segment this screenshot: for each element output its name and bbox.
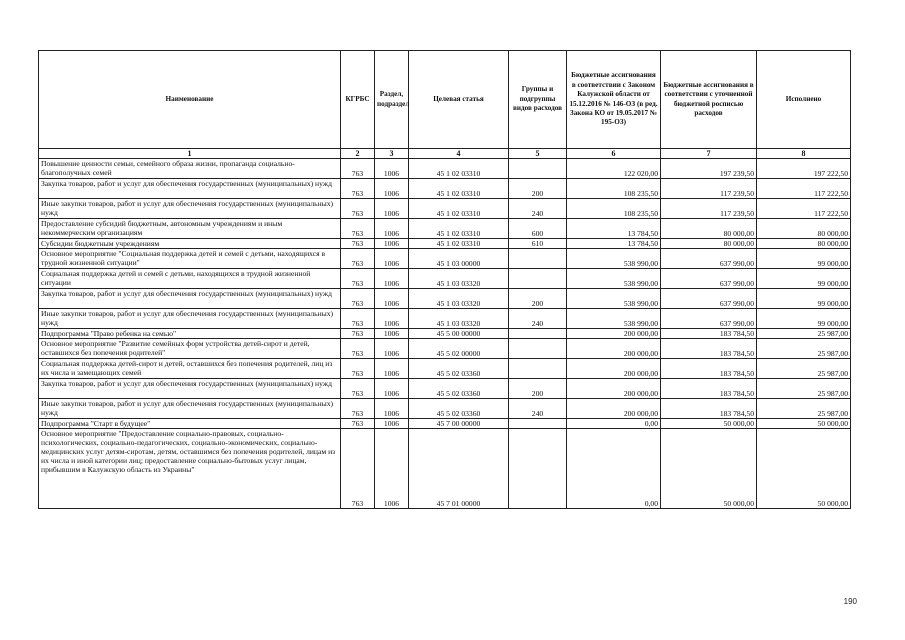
row-law-amount: 538 990,00 [567, 309, 661, 329]
row-kgrbs: 763 [341, 379, 375, 399]
row-refined-amount: 637 990,00 [661, 289, 757, 309]
row-kgrbs: 763 [341, 399, 375, 419]
row-law-amount: 13 784,50 [567, 219, 661, 239]
row-executed-amount: 50 000,00 [757, 429, 851, 509]
row-executed-amount: 99 000,00 [757, 249, 851, 269]
table-row [39, 159, 851, 179]
row-name: Подпрограмма "Старт в будущее" [39, 419, 341, 429]
col-number: 5 [509, 149, 567, 159]
row-law-amount: 200 000,00 [567, 379, 661, 399]
row-section: 1006 [375, 249, 409, 269]
row-name: Иные закупки товаров, работ и услуг для обеспечения государственных (муниципальных) нужд [39, 309, 341, 329]
col-number: 6 [567, 149, 661, 159]
table-row [39, 249, 851, 269]
row-vid [509, 419, 567, 429]
row-name: Предоставление субсидий бюджетным, автономным учреждениям и иным некоммерческим организациям [39, 219, 341, 239]
table-row [39, 379, 851, 399]
table-row [39, 329, 851, 339]
row-vid [509, 159, 567, 179]
col-number: 2 [341, 149, 375, 159]
table-row [39, 429, 851, 509]
row-kgrbs: 763 [341, 329, 375, 339]
row-refined-amount: 183 784,50 [661, 359, 757, 379]
budget-table-sheet [38, 50, 851, 509]
budget-table [38, 50, 851, 509]
row-law-amount: 122 020,00 [567, 159, 661, 179]
row-vid [509, 329, 567, 339]
row-kgrbs: 763 [341, 199, 375, 219]
row-name: Социальная поддержка детей-сирот и детей, оставшихся без попечения родителей, лиц из их числа и замещающих семей [39, 359, 341, 379]
row-section: 1006 [375, 339, 409, 359]
row-name: Закупка товаров, работ и услуг для обеспечения государственных (муниципальных) нужд [39, 179, 341, 199]
row-target: 45 7 00 00000 [409, 419, 509, 429]
row-section: 1006 [375, 199, 409, 219]
row-name: Подпрограмма "Право ребенка на семью" [39, 329, 341, 339]
row-law-amount: 0,00 [567, 419, 661, 429]
row-target: 45 1 02 03310 [409, 179, 509, 199]
row-executed-amount: 25 987,00 [757, 329, 851, 339]
row-law-amount: 200 000,00 [567, 399, 661, 419]
row-vid: 240 [509, 199, 567, 219]
row-target: 45 5 02 00000 [409, 339, 509, 359]
row-section: 1006 [375, 219, 409, 239]
row-vid: 610 [509, 239, 567, 249]
row-section: 1006 [375, 419, 409, 429]
table-row [39, 399, 851, 419]
row-law-amount: 538 990,00 [567, 289, 661, 309]
row-name: Закупка товаров, работ и услуг для обеспечения государственных (муниципальных) нужд [39, 289, 341, 309]
row-law-amount: 538 990,00 [567, 249, 661, 269]
table-row [39, 419, 851, 429]
row-section: 1006 [375, 159, 409, 179]
row-refined-amount: 183 784,50 [661, 379, 757, 399]
row-kgrbs: 763 [341, 419, 375, 429]
table-row [39, 359, 851, 379]
row-kgrbs: 763 [341, 249, 375, 269]
row-kgrbs: 763 [341, 339, 375, 359]
row-name: Иные закупки товаров, работ и услуг для обеспечения государственных (муниципальных) нужд [39, 199, 341, 219]
row-target: 45 1 03 03320 [409, 289, 509, 309]
row-refined-amount: 183 784,50 [661, 399, 757, 419]
row-vid: 200 [509, 179, 567, 199]
row-law-amount: 538 990,00 [567, 269, 661, 289]
col-number: 7 [661, 149, 757, 159]
row-section: 1006 [375, 379, 409, 399]
row-target: 45 1 03 03320 [409, 309, 509, 329]
row-law-amount: 200 000,00 [567, 329, 661, 339]
row-kgrbs: 763 [341, 269, 375, 289]
table-row [39, 239, 851, 249]
row-name: Субсидии бюджетным учреждениям [39, 239, 341, 249]
row-refined-amount: 637 990,00 [661, 269, 757, 289]
row-executed-amount: 25 987,00 [757, 379, 851, 399]
row-vid [509, 429, 567, 509]
page-number: 190 [843, 597, 857, 606]
table-row [39, 199, 851, 219]
row-kgrbs: 763 [341, 159, 375, 179]
row-section: 1006 [375, 289, 409, 309]
column-number-row [39, 149, 851, 159]
table-row [39, 309, 851, 329]
col-header-name: Наименование [39, 51, 341, 149]
row-kgrbs: 763 [341, 359, 375, 379]
row-law-amount: 0,00 [567, 429, 661, 509]
row-section: 1006 [375, 399, 409, 419]
table-row [39, 289, 851, 309]
row-kgrbs: 763 [341, 219, 375, 239]
row-executed-amount: 25 987,00 [757, 359, 851, 379]
row-section: 1006 [375, 309, 409, 329]
row-law-amount: 13 784,50 [567, 239, 661, 249]
row-vid: 200 [509, 289, 567, 309]
table-row [39, 269, 851, 289]
row-target: 45 1 02 03310 [409, 239, 509, 249]
row-target: 45 1 03 03320 [409, 269, 509, 289]
row-law-amount: 108 235,50 [567, 179, 661, 199]
row-name: Основное мероприятие "Социальная поддержка детей и семей с детьми, находящихся в трудной жизненной ситуации" [39, 249, 341, 269]
col-header-kgrbs: КГРБС [341, 51, 375, 149]
col-number: 4 [409, 149, 509, 159]
row-executed-amount: 80 000,00 [757, 219, 851, 239]
row-vid: 200 [509, 379, 567, 399]
row-executed-amount: 117 222,50 [757, 179, 851, 199]
row-target: 45 1 03 00000 [409, 249, 509, 269]
row-law-amount: 200 000,00 [567, 339, 661, 359]
row-refined-amount: 183 784,50 [661, 329, 757, 339]
col-number: 3 [375, 149, 409, 159]
row-vid [509, 339, 567, 359]
row-law-amount: 200 000,00 [567, 359, 661, 379]
row-kgrbs: 763 [341, 289, 375, 309]
col-number: 1 [39, 149, 341, 159]
row-name: Социальная поддержка детей и семей с детьми, находящихся в трудной жизненной ситуации [39, 269, 341, 289]
row-refined-amount: 183 784,50 [661, 339, 757, 359]
row-vid [509, 269, 567, 289]
row-target: 45 1 02 03310 [409, 199, 509, 219]
row-name: Закупка товаров, работ и услуг для обеспечения государственных (муниципальных) нужд [39, 379, 341, 399]
row-target: 45 1 02 03310 [409, 159, 509, 179]
row-refined-amount: 117 239,50 [661, 199, 757, 219]
row-target: 45 1 02 03310 [409, 219, 509, 239]
row-executed-amount: 99 000,00 [757, 309, 851, 329]
row-law-amount: 108 235,50 [567, 199, 661, 219]
row-target: 45 5 00 00000 [409, 329, 509, 339]
row-vid [509, 359, 567, 379]
row-executed-amount: 197 222,50 [757, 159, 851, 179]
row-target: 45 5 02 03360 [409, 359, 509, 379]
row-vid: 240 [509, 399, 567, 419]
row-kgrbs: 763 [341, 309, 375, 329]
row-executed-amount: 99 000,00 [757, 269, 851, 289]
row-target: 45 5 02 03360 [409, 379, 509, 399]
row-refined-amount: 50 000,00 [661, 419, 757, 429]
col-header-section: Раздел, подраздел [375, 51, 409, 149]
row-name: Основное мероприятие "Предоставление социально-правовых, социально-психологических, социально-педагогических, социально-экономических, социально-медицинских услуг детям-сиротам, детям, оставшимся без попечения родителей, лицам из их числа и иной категории лиц; предоставление социально-бытовых услуг лицам, прибывшим в Калужскую область из Украины" [39, 429, 341, 509]
row-kgrbs: 763 [341, 429, 375, 509]
row-vid: 600 [509, 219, 567, 239]
row-vid [509, 249, 567, 269]
table-row [39, 339, 851, 359]
row-name: Иные закупки товаров, работ и услуг для обеспечения государственных (муниципальных) нужд [39, 399, 341, 419]
row-target: 45 7 01 00000 [409, 429, 509, 509]
row-executed-amount: 99 000,00 [757, 289, 851, 309]
col-header-groups: Группы и подгруппы видов расходов [509, 51, 567, 149]
row-section: 1006 [375, 329, 409, 339]
row-executed-amount: 80 000,00 [757, 239, 851, 249]
row-executed-amount: 117 222,50 [757, 199, 851, 219]
row-executed-amount: 25 987,00 [757, 339, 851, 359]
row-refined-amount: 637 990,00 [661, 249, 757, 269]
col-header-refined: Бюджетные ассигнования в соответствии с уточненной бюджетной росписью расходов [661, 51, 757, 149]
row-executed-amount: 25 987,00 [757, 399, 851, 419]
row-vid: 240 [509, 309, 567, 329]
table-row [39, 179, 851, 199]
row-section: 1006 [375, 359, 409, 379]
row-section: 1006 [375, 429, 409, 509]
row-name: Повышение ценности семьи, семейного образа жизни, пропаганда социально-благополучных семей [39, 159, 341, 179]
col-header-target: Целевая статья [409, 51, 509, 149]
row-refined-amount: 637 990,00 [661, 309, 757, 329]
table-header-row [39, 51, 851, 149]
row-section: 1006 [375, 239, 409, 249]
col-header-executed: Исполнено [757, 51, 851, 149]
row-refined-amount: 197 239,50 [661, 159, 757, 179]
row-section: 1006 [375, 269, 409, 289]
table-row [39, 219, 851, 239]
col-header-law: Бюджетные ассигнования в соответствии с Законом Калужской области от 15.12.2016 № 146-ОЗ (в ред. Закона КО от 19.05.2017 № 195-ОЗ) [567, 51, 661, 149]
row-target: 45 5 02 03360 [409, 399, 509, 419]
row-refined-amount: 80 000,00 [661, 239, 757, 249]
row-kgrbs: 763 [341, 179, 375, 199]
row-executed-amount: 50 000,00 [757, 419, 851, 429]
row-kgrbs: 763 [341, 239, 375, 249]
row-refined-amount: 50 000,00 [661, 429, 757, 509]
row-name: Основное мероприятие "Развитие семейных форм устройства детей-сирот и детей, оставшихся без попечения родителей" [39, 339, 341, 359]
row-section: 1006 [375, 179, 409, 199]
row-refined-amount: 80 000,00 [661, 219, 757, 239]
row-refined-amount: 117 239,50 [661, 179, 757, 199]
col-number: 8 [757, 149, 851, 159]
